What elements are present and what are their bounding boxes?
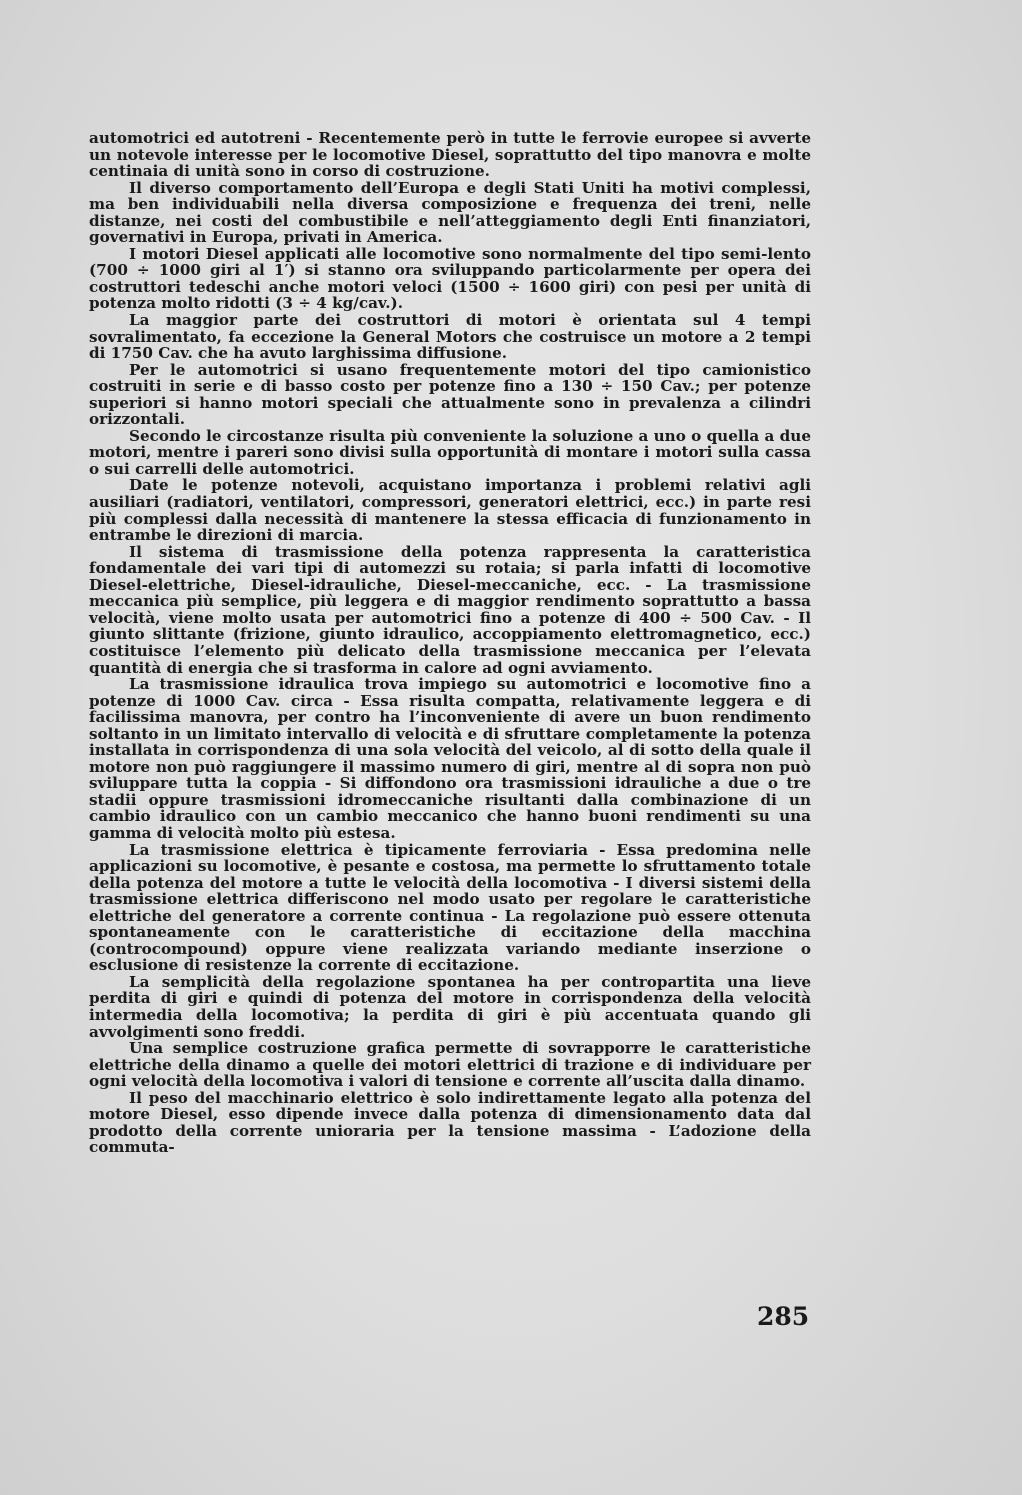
paragraph: Il sistema di trasmissione della potenza rappresenta la caratteristica fondamentale dei vari tipi di automezzi su rotaia; si parla infatti di locomotive Diesel-elettriche, Diesel-idrauliche, Diesel-meccaniche, ecc. - La trasmissione meccanica più semplice, più leggera e di maggior rendimento soprattutto a bassa velocità, viene molto usata per automotrici fino a potenze di 400 ÷ 500 Cav. - Il giunto slittante (frizione, giunto idraulico, accoppiamento elettromagnetico, ecc.) costituisce l’elemento più delicato della trasmissione meccanica per l’elevata quantità di energia che si trasforma in calore ad ogni avviamento.	[89, 542, 811, 677]
paragraph: Il diverso comportamento dell’Europa e degli Stati Uniti ha motivi complessi, ma ben individuabili nella diversa composizione e frequenza dei treni, nelle distanze, nei costi del combustibile e nell’atteggiamento degli Enti finanziatori, governativi in Europa, privati in America.	[89, 178, 811, 247]
paragraph: Una semplice costruzione grafica permette di sovrapporre le caratteristiche elettriche della dinamo a quelle dei motori elettrici di trazione e di individuare per ogni velocità della locomotiva i valori di tensione e corrente all’uscita dalla dinamo.	[89, 1039, 811, 1091]
paragraph: automotrici ed autotreni - Recentemente però in tutte le ferrovie europee si avverte un notevole interesse per le locomotive Diesel, soprattutto del tipo manovra e molte centinaia di unità sono in corso di costruzione.	[89, 129, 811, 181]
paragraph: La semplicità della regolazione spontanea ha per contropartita una lieve perdita di giri e quindi di potenza del motore in corrispondenza della velocità intermedia della locomotiva; la perdita di giri è più accentuata quando gli avvolgimenti sono freddi.	[89, 972, 811, 1041]
paragraph: Il peso del macchinario elettrico è solo indirettamente legato alla potenza del motore Diesel, esso dipende invece dalla potenza di dimensionamento data dal prodotto della corrente unioraria per la tensione massima - L’adozione della commuta-	[89, 1088, 811, 1157]
paragraph: La trasmissione idraulica trova impiego su automotrici e locomotive fino a potenze di 1000 Cav. circa - Essa risulta compatta, relativamente leggera e di facilissima manovra, per contro ha l’inconveniente di avere un buon rendimento soltanto in un limitato intervallo di velocità e di sfruttare completamente la potenza installata in corrispondenza di una sola velocità del veicolo, al di sotto della quale il motore non può raggiungere il massimo numero di giri, mentre al di sopra non può sviluppare tutta la coppia - Si diffondono ora trasmissioni idrauliche a due o tre stadii oppure trasmissioni idromeccaniche risultanti dalla combinazione di un cambio idraulico con un cambio meccanico che hanno buoni rendimenti su una gamma di velocità molto più estesa.	[89, 675, 811, 842]
paragraph: Date le potenze notevoli, acquistano importanza i problemi relativi agli ausiliari (radiatori, ventilatori, compressori, generatori elettrici, ecc.) in parte resi più complessi dalla necessità di mantenere la stessa efficacia di funzionamento in entrambe le direzioni di marcia.	[89, 476, 811, 545]
paragraph: La maggior parte dei costruttori di motori è orientata sul 4 tempi sovralimentato, fa eccezione la General Motors che costruisce un motore a 2 tempi di 1750 Cav. che ha avuto larghissima diffusione.	[89, 311, 811, 363]
body-text	[89, 130, 811, 1156]
paragraph: Per le automotrici si usano frequentemente motori del tipo camionistico costruiti in serie e di basso costo per potenze fino a 130 ÷ 150 Cav.; per potenze superiori si hanno motori speciali che attualmente sono in prevalenza a cilindri orizzontali.	[89, 360, 811, 429]
page-number: 285	[757, 1302, 810, 1331]
paragraph: La trasmissione elettrica è tipicamente ferroviaria - Essa predomina nelle applicazioni su locomotive, è pesante e costosa, ma permette lo sfruttamento totale della potenza del motore a tutte le velocità della locomotiva - I diversi sistemi della trasmissione elettrica differiscono nel modo usato per regolare le caratteristiche elettriche del generatore a corrente continua - La regolazione può essere ottenuta spontaneamente con le caratteristiche di eccitazione della macchina (controcompound) oppure viene realizzata variando mediante inserzione o esclusione di resistenze la corrente di eccitazione.	[89, 840, 811, 975]
paragraph: I motori Diesel applicati alle locomotive sono normalmente del tipo semi-lento (700 ÷ 1000 giri al 1′) si stanno ora sviluppando particolarmente per opera dei costruttori tedeschi anche motori veloci (1500 ÷ 1600 giri) con pesi per unità di potenza molto ridotti (3 ÷ 4 kg/cav.).	[89, 244, 811, 313]
paragraph: Secondo le circostanze risulta più conveniente la soluzione a uno o quella a due motori, mentre i pareri sono divisi sulla opportunità di montare i motori sulla cassa o sui carrelli delle automotrici.	[89, 426, 812, 478]
